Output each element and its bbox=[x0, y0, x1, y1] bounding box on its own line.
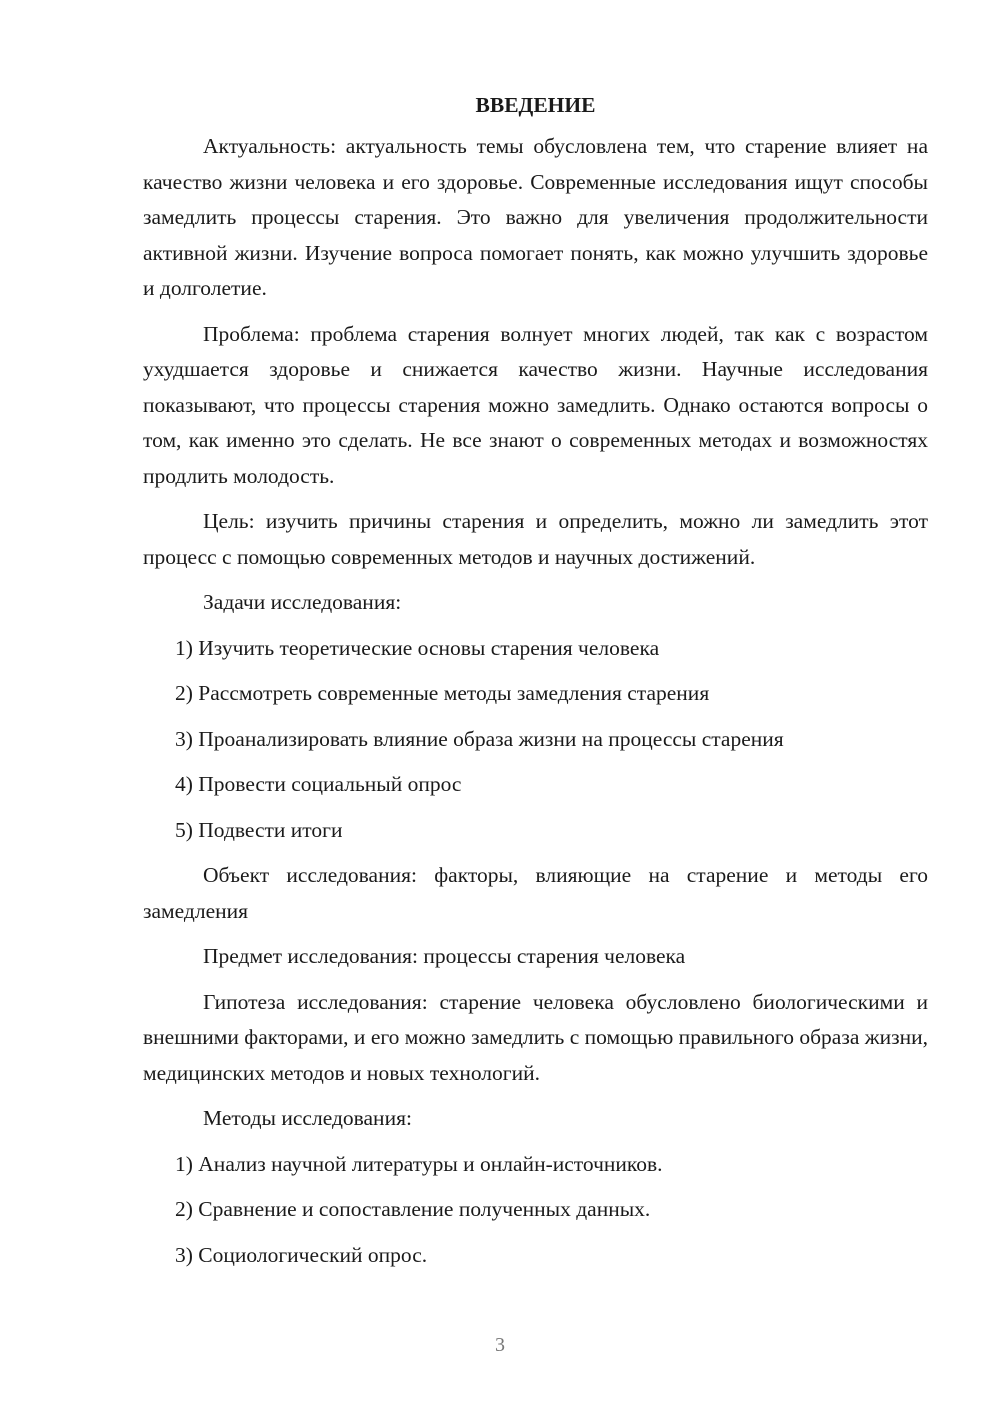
page-title: ВВЕДЕНИЕ bbox=[475, 93, 596, 117]
list-item: 5) Подвести итоги bbox=[175, 817, 343, 842]
goal-paragraph: Цель: изучить причины старения и определить, можно ли замедлить этот процесс с помощью современных методов и научных достижений. bbox=[143, 509, 928, 569]
tasks-title: Задачи исследования: bbox=[203, 590, 402, 614]
page-number: 3 bbox=[495, 1334, 505, 1356]
object-paragraph: Объект исследования: факторы, влияющие на старение и методы его замедления bbox=[143, 863, 928, 923]
subject-paragraph: Предмет исследования: процессы старения человека bbox=[203, 944, 686, 968]
list-item: 3) Социологический опрос. bbox=[175, 1242, 428, 1267]
methods-list bbox=[143, 1147, 928, 1274]
list-item: 3) Проанализировать влияние образа жизни на процессы старения bbox=[175, 726, 784, 751]
list-item: 2) Рассмотреть современные методы замедления старения bbox=[175, 681, 710, 705]
methods-title: Методы исследования: bbox=[203, 1106, 412, 1130]
hypothesis-paragraph: Гипотеза исследования: старение человека обусловлено биологическими и внешними факторами, и его можно замедлить с помощью правильного образа жизни, медицинских методов и новых технологий. bbox=[143, 989, 928, 1085]
relevance-paragraph: Актуальность: актуальность темы обусловлена тем, что старение влияет на качество жизни человека и его здоровье. Современные исследования ищут способы замедлить процессы старения. Это важно для увеличения продолжительности активной жизни. Изучение вопроса помогает понять, как можно улучшить здоровье и долголетие. bbox=[143, 134, 928, 300]
document-page bbox=[143, 90, 928, 1283]
tasks-list bbox=[143, 631, 928, 849]
list-item: 1) Изучить теоретические основы старения человека bbox=[175, 635, 660, 660]
list-item: 4) Провести социальный опрос bbox=[175, 772, 462, 796]
problem-paragraph: Проблема: проблема старения волнует многих людей, так как с возрастом ухудшается здоровье и снижается качество жизни. Научные исследования показывают, что процессы старения можно замедлить. Однако остаются вопросы о том, как именно это сделать. Не все знают о современных методах и возможностях продлить молодость. bbox=[143, 321, 928, 488]
list-item: 2) Сравнение и сопоставление полученных данных. bbox=[175, 1197, 651, 1221]
list-item: 1) Анализ научной литературы и онлайн-источников. bbox=[175, 1151, 663, 1176]
